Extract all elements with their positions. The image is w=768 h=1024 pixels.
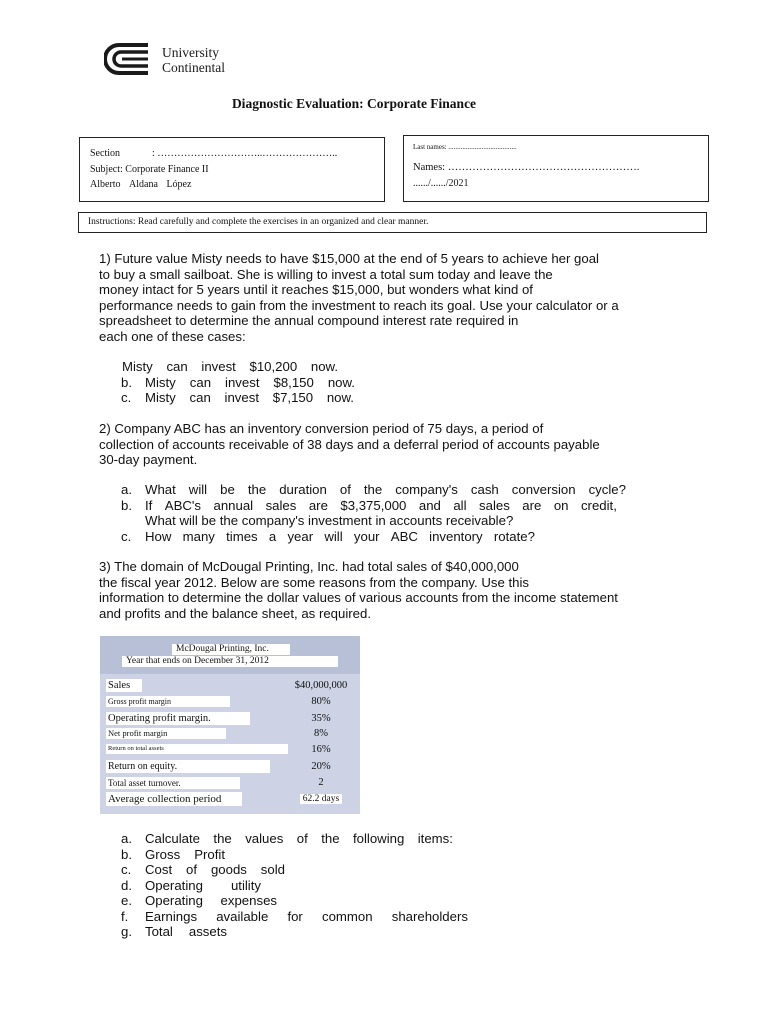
list-word: shareholders [391,908,468,924]
logo-text [162,45,225,75]
list-item [99,862,659,878]
q3-line: and profits and the balance sheet, as required. [99,605,371,621]
list-word: available [216,908,269,924]
list-word: duration [279,482,327,497]
list-word: cash [470,482,499,497]
row-value: 8% [314,728,328,739]
list-word: Total [145,924,173,939]
list-word: Operating [145,877,203,893]
list-item [99,482,659,498]
list-word: and [418,497,441,513]
instructions-box [78,212,707,233]
list-marker: b. [121,846,132,862]
q1-line: performance needs to gain from the investment to reach its goal. Use your calculator or a [99,297,619,313]
list-word: What will be the company's investment in accounts receivable? [145,513,514,528]
list-item-text [145,847,225,863]
table-row [100,679,360,693]
last-names-field: Last names: ....................................... [413,143,517,151]
list-item [99,878,659,894]
list-word: can [189,390,211,405]
question-3-text [99,559,659,621]
list-marker: c. [121,390,132,405]
row-label: Operating profit margin. [106,712,250,725]
list-word: for [287,908,303,924]
q1-line: to buy a small sailboat. She is willing to invest a total sum today and leave the [99,266,553,282]
row-label: Total asset turnover. [106,777,240,789]
question-1-options [99,359,659,406]
list-word: can [189,374,212,390]
list-word: the [213,831,232,846]
list-item [99,390,659,406]
list-word: $8,150 [273,374,314,390]
list-word: cycle? [588,482,626,497]
list-word: following [352,831,405,846]
list-item-text [145,390,354,406]
section-row [90,147,338,161]
list-word: How [145,528,172,544]
list-word: ABC's [164,497,202,513]
list-marker: b. [121,374,132,390]
list-word: invest [201,359,236,374]
list-word: Misty [145,390,176,405]
list-word: invest [225,374,260,390]
list-marker: f. [121,908,129,924]
list-word: assets [188,924,227,939]
list-item-text [145,529,535,545]
list-item [99,513,659,529]
list-word: invest [224,390,259,405]
q1-line: 1) Future value Misty needs to have $15,000 at the end of 5 years to achieve her goal [99,251,599,266]
list-word: your [353,528,380,544]
list-marker: g. [121,924,132,939]
table-row [100,744,360,755]
list-word: Earnings [145,908,198,924]
row-label: Return on total assets [106,744,288,754]
list-word: of [186,862,198,877]
row-value: 35% [311,713,331,724]
list-word: expenses [220,893,277,908]
q1-line: spreadsheet to determine the annual compound interest rate required in [99,313,519,329]
names-field: Names: ………………………………………………. [413,162,640,173]
list-item [99,498,659,514]
list-word: values [245,831,284,846]
list-word: are [308,497,328,513]
logo-line-1: University [162,45,219,60]
list-word: goods [210,862,247,877]
last-name: López [166,179,192,190]
list-word: Profit [194,846,225,862]
list-word: now. [310,359,338,374]
list-word: many [182,528,215,544]
row-value: $40,000,000 [294,680,348,691]
list-word: now. [327,374,355,390]
instructions-text: Instructions: Read carefully and complete the exercises in an organized and clear manner. [88,217,429,227]
university-logo [104,42,264,78]
list-item [99,375,659,391]
list-word: $7,150 [272,390,314,405]
subject-row: Subject: Corporate Finance II [90,164,209,175]
q3-line: information to determine the dollar values of various accounts from the income statement [99,590,618,606]
row-value [286,792,356,806]
question-3-options [99,831,659,940]
list-word: will [324,528,343,544]
list-word: can [166,359,188,374]
date-field: ....../....../2021 [413,178,469,189]
list-word: Calculate [145,831,200,846]
list-word: annual [213,497,254,513]
list-word: company's [395,482,458,497]
list-item-text [145,498,617,514]
list-item [99,529,659,545]
middle-name: Aldana [129,179,158,190]
list-item-text [145,893,277,909]
list-word: a [268,528,277,544]
list-item-text [145,878,261,894]
list-word: times [226,528,258,544]
list-item [99,893,659,909]
row-label: Gross profit margin [106,696,230,707]
list-word: items: [417,831,453,846]
question-2-text [99,421,659,468]
financial-ratios-table [100,636,360,814]
table-row [100,728,360,740]
row-value: 16% [311,744,331,755]
first-name: Alberto [90,179,121,190]
list-word: rotate? [493,528,535,544]
row-label: Average collection period [106,792,242,806]
row-label: Return on equity. [106,760,270,773]
q1-line: money intact for 5 years until it reaches $15,000, but wonders what kind of [99,282,533,298]
list-item [99,924,659,940]
q3-line: 3) The domain of McDougal Printing, Inc. had total sales of $40,000,000 [99,559,519,574]
page-title: Diagnostic Evaluation: Corporate Finance [231,96,477,111]
row-label: Net profit margin [106,728,226,739]
list-word: sales [265,497,297,513]
list-word: now. [326,390,354,405]
list-marker: d. [121,877,132,893]
continental-logo-icon [104,42,156,76]
row-value: 80% [311,696,331,707]
table-row [100,777,360,789]
table-row [100,696,360,708]
table-header [100,636,360,674]
list-word: Cost [145,862,173,877]
company-name: McDougal Printing, Inc. [172,644,290,655]
section-value: : …………………………..………………….. [152,148,338,159]
list-marker: a. [121,831,132,846]
list-word: Misty [122,359,153,374]
list-word: common [321,908,373,924]
list-word: the [321,831,340,846]
list-word: Misty [145,374,176,390]
list-item [99,847,659,863]
table-row [100,792,360,806]
list-word: inventory [429,528,483,544]
list-word: conversion [511,482,576,497]
names-box [403,135,709,202]
student-name-row [90,178,191,192]
list-word: sold [260,862,285,877]
list-item-text [145,513,513,529]
list-item-text [145,482,626,498]
list-word: $3,375,000 [340,497,407,513]
list-word: the [363,482,383,497]
list-item [99,359,659,375]
list-marker: e. [121,893,132,908]
q2-line: 30-day payment. [99,452,198,468]
list-word: Gross [145,846,181,862]
list-item-text [145,924,227,940]
list-marker: b. [121,497,132,513]
q2-line: 2) Company ABC has an inventory conversion period of 75 days, a period of [99,421,544,436]
row-label: Sales [106,679,142,692]
q3-line: the fiscal year 2012. Below are some reasons from the company. Use this [99,574,530,590]
section-label: Section [90,148,120,159]
list-word: the [247,482,267,497]
list-item-text [145,831,453,847]
list-marker: c. [121,862,132,877]
list-word: on [553,497,569,513]
list-word: are [522,497,542,513]
list-item-text [122,359,338,375]
list-word: credit, [580,497,617,513]
list-word: be [220,482,235,497]
list-word: utility [230,877,261,893]
list-item-text [145,909,468,925]
list-item [99,909,659,925]
list-word: of [296,831,308,846]
list-word: year [287,528,314,544]
list-word: What [145,482,176,497]
list-word: of [339,482,351,497]
list-item-text [145,862,285,878]
list-marker: c. [121,528,132,544]
logo-line-2: Continental [162,60,225,75]
list-word: all [453,497,467,513]
fiscal-period: Year that ends on December 31, 2012 [122,656,338,667]
row-value: 2 [318,777,324,788]
q2-line: collection of accounts receivable of 38 days and a deferral period of accounts payable [99,436,600,452]
table-row [100,760,360,773]
list-word: will [188,482,208,497]
student-info-box [79,137,385,202]
list-word: If [145,497,153,513]
collection-period-value: 62.2 days [300,794,342,804]
list-word: Operating [145,893,203,908]
list-word: $10,200 [249,359,298,374]
list-marker: a. [121,482,132,497]
q1-line: each one of these cases: [99,328,246,344]
list-word: sales [479,497,510,513]
table-row [100,712,360,725]
list-item [99,831,659,847]
question-2-options [99,482,659,544]
question-1-text [99,251,659,345]
list-item-text [145,375,355,391]
row-value: 20% [311,761,331,772]
list-word: ABC [390,528,418,544]
